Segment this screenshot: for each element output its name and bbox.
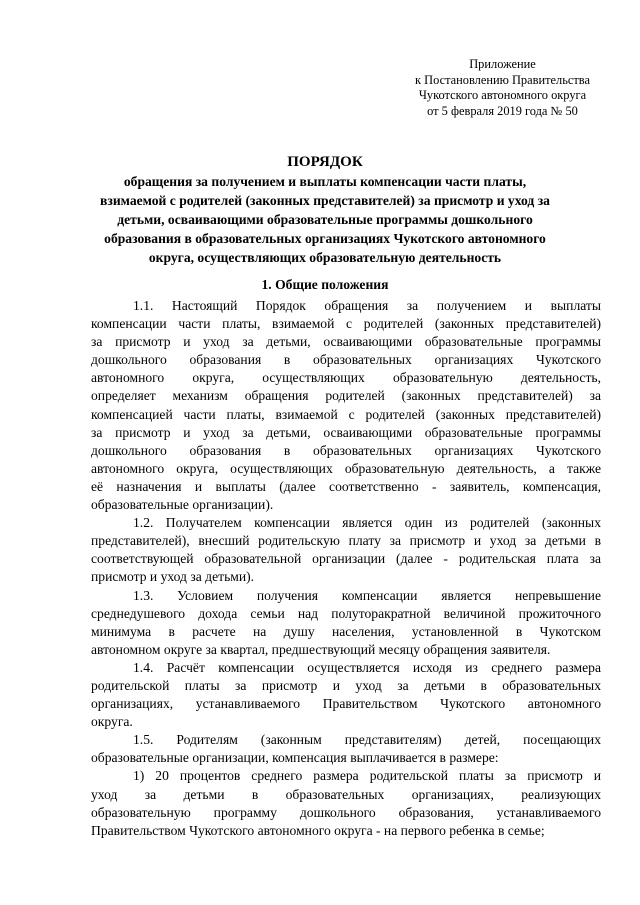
paragraph-line: округа. (91, 714, 133, 730)
paragraph (91, 731, 601, 767)
paragraph-line: образовательную программу дошкольного образования, устанавливаемого (91, 804, 601, 820)
appendix-line: Приложение (469, 57, 536, 71)
paragraph-line: определяет механизм обращения родителей (законных представителей) за (91, 388, 601, 404)
paragraph (91, 514, 601, 586)
subtitle-line: округа, осуществляющих образовательную деятельность (148, 250, 502, 265)
paragraph-line: минимума в расчете на душу населения, установленной в Чукотском (91, 623, 601, 639)
paragraph-line: автономном округе за квартал, предшествующий месяцу обращения заявителя. (91, 641, 551, 657)
document-subtitle (95, 172, 555, 267)
appendix-header (400, 57, 605, 120)
appendix-line: Чукотского автономного округа (418, 88, 587, 103)
paragraph-line: представителей), внесший родительскую плату за присмотр и уход за детьми в (91, 533, 601, 549)
document-title: ПОРЯДОК (287, 154, 363, 170)
appendix-line: к Постановлению Правительства (415, 72, 590, 87)
paragraph-line: 1.1. Настоящий Порядок обращения за получением и выплаты (133, 298, 601, 313)
appendix-line: от 5 февраля 2019 года № 50 (427, 104, 578, 119)
paragraph (91, 659, 601, 731)
paragraph-line: 1.5. Родителям (законным представителям) детей, посещающих (133, 732, 601, 748)
paragraph-line: 1.4. Расчёт компенсации осуществляется исходя из среднего размера (133, 659, 601, 675)
subtitle-line: обращения за получением и выплаты компенсации части платы, (123, 174, 527, 189)
paragraph-line: присмотр и уход за детьми). (91, 569, 255, 585)
paragraph-line: организациях, устанавливаемого Правительством Чукотского автономного (91, 696, 601, 712)
paragraph-line: Правительством Чукотского автономного округа - на первого ребенка в семье; (91, 822, 545, 838)
paragraph-line: родительской платы за присмотр и уход за детьми в образовательных (91, 677, 601, 693)
paragraph-line: за присмотр и уход за детьми, осваивающими образовательные программы (91, 334, 601, 350)
paragraph-line: за присмотр и уход за детьми, осваивающими образовательные программы (91, 424, 601, 440)
paragraph-line: дошкольного образования в образовательных организациях Чукотского (91, 442, 601, 458)
paragraph (91, 767, 601, 839)
subtitle-line: детьми, осваивающими образовательные программы дошкольного (117, 212, 533, 227)
paragraph-line: компенсации части платы, взимаемой с родителей (законных представителей) (91, 316, 601, 332)
subtitle-line: образования в образовательных организациях Чукотского автономного (104, 231, 546, 246)
document-body (91, 297, 601, 840)
paragraph-line: образовательные организации, компенсация выплачивается в размере: (91, 750, 499, 766)
section-heading: 1. Общие положения (261, 277, 389, 292)
paragraph-line: автономного округа, осуществляющих образовательную деятельность, (91, 370, 601, 386)
subtitle-line: взимаемой с родителей (законных представителей) за присмотр и уход за (100, 193, 550, 208)
paragraph-line: 1.2. Получателем компенсации является один из родителей (законных (133, 515, 601, 531)
paragraph (91, 587, 601, 659)
paragraph-line: уход за детьми в образовательных организациях, реализующих (91, 786, 601, 802)
paragraph-line: 1.3. Условием получения компенсации является непревышение (133, 587, 601, 603)
paragraph-line: автономного округа, осуществляющих образовательную деятельность, а также (91, 460, 601, 476)
paragraph-line: соответствующей образовательной организации (далее - родительская плата за (91, 551, 601, 567)
paragraph-line: дошкольного образования в образовательных организациях Чукотского (91, 352, 601, 368)
paragraph (91, 297, 601, 514)
paragraph-line: образовательные организации). (91, 497, 274, 513)
paragraph-line: 1) 20 процентов среднего размера родительской платы за присмотр и (133, 768, 601, 784)
paragraph-line: компенсацией части платы, взимаемой с родителей (законных представителей) (91, 406, 601, 422)
document-title-block (95, 153, 555, 267)
paragraph-line: среднедушевого дохода семьи над полуторакратной величиной прожиточного (91, 605, 601, 621)
paragraph-line: её назначения и выплаты (далее соответственно - заявитель, компенсация, (91, 478, 601, 494)
